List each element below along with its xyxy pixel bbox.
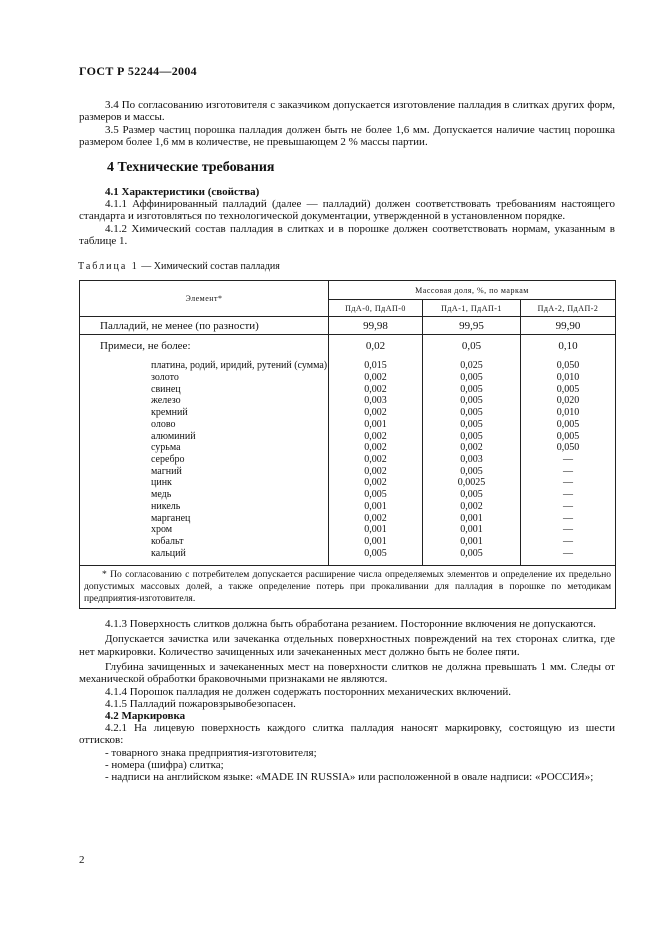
impurity-value: 0,010 <box>556 407 580 419</box>
impurity-value: 0,002 <box>364 477 387 489</box>
list-item: - надписи на английском языке: «MADE IN RUSSIA» или расположенной в овале надписи: «РОССИЯ»; <box>105 771 594 784</box>
impurity-name: кремний <box>151 407 188 419</box>
impurity-value: — <box>563 465 574 477</box>
impurity-col-0 <box>329 335 423 566</box>
impurity-value: — <box>563 489 574 501</box>
impurity-value: 0,002 <box>364 407 387 419</box>
value-list <box>329 360 422 559</box>
paragraph-4-1-2: 4.1.2 Химический состав палладия в слитках и в порошке должен соответствовать нормам, указанным в таблице 1. <box>79 222 615 248</box>
header-mass-fraction: Массовая доля, %, по маркам <box>329 281 616 300</box>
table-caption-label: Таблица 1 <box>78 261 139 273</box>
impurity-name: серебро <box>151 454 185 465</box>
paragraph-4-1-4: 4.1.4 Порошок палладия не должен содержать посторонних механических включений. <box>105 685 512 698</box>
header-grade: ПдА-1, ПдАП-1 <box>423 300 521 317</box>
paragraph-4-1-1: 4.1.1 Аффинированный палладий (далее — палладий) должен соответствовать требованиям настоящего стандарта и изготовляться по технологической документации, утвержденной в установленном порядке. <box>79 198 615 223</box>
impurity-value: 0,005 <box>460 418 483 430</box>
impurity-value: 0,010 <box>556 372 580 384</box>
impurity-value: 0,003 <box>364 395 387 407</box>
impurity-value: 0,005 <box>556 383 580 395</box>
impurity-value: 0,050 <box>556 442 580 454</box>
document-header: ГОСТ Р 52244—2004 <box>79 64 197 78</box>
impurity-value: — <box>563 547 574 559</box>
paragraph-3-5: 3.5 Размер частиц порошка палладия должен быть не более 1,6 мм. Допускается наличие частиц порошка размером более 1,6 мм в количестве, не превышающем 2 % массы партии. <box>79 123 615 148</box>
impurity-value: 0,050 <box>556 360 580 372</box>
impurity-value: — <box>563 535 574 547</box>
table-caption-text: — Химический состав палладия <box>141 261 280 273</box>
paragraph-4-1-5: 4.1.5 Палладий пожаровзрывобезопасен. <box>105 697 296 710</box>
impurity-value: 0,005 <box>460 383 483 395</box>
cell-value: 99,95 <box>423 317 521 335</box>
value-list <box>521 360 615 559</box>
impurity-col-1 <box>423 335 521 566</box>
header-element: Элемент* <box>80 281 329 317</box>
table-row <box>80 317 616 335</box>
section-title: 4 Технические требования <box>107 160 275 176</box>
impurity-value: 0,005 <box>460 465 483 477</box>
impurity-name: никель <box>151 500 181 512</box>
impurity-value: 0,002 <box>364 465 387 477</box>
impurity-value: 0,002 <box>364 430 387 442</box>
impurity-value: 0,005 <box>460 372 483 384</box>
impurity-value: 0,001 <box>364 535 387 547</box>
impurity-name: марганец <box>151 512 191 524</box>
impurity-name: олово <box>151 418 176 430</box>
impurity-names <box>80 335 329 566</box>
impurity-value: — <box>563 512 574 524</box>
row-name: Палладий, не менее (по разности) <box>80 317 329 335</box>
impurity-value: 0,005 <box>556 418 580 430</box>
impurity-name: железо <box>151 395 181 407</box>
impurity-name: цинк <box>151 477 172 489</box>
impurity-name: хром <box>151 524 173 536</box>
impurity-value: 0,015 <box>364 360 387 372</box>
impurity-col-2 <box>521 335 616 566</box>
impurity-value: 0,002 <box>460 500 483 512</box>
document-page <box>79 64 615 784</box>
row-name: Примеси, не более: <box>100 340 191 353</box>
impurity-name-list <box>80 360 328 559</box>
impurity-value: 0,001 <box>460 512 483 524</box>
header-grade: ПдА-0, ПдАП-0 <box>329 300 423 317</box>
list-item: - товарного знака предприятия-изготовителя; <box>105 746 317 759</box>
impurity-value: 0,002 <box>460 442 483 454</box>
impurity-value: 0,025 <box>460 360 483 372</box>
cell-value: 99,90 <box>521 317 616 335</box>
impurity-name: сурьма <box>151 442 181 454</box>
impurity-value: 0,001 <box>364 418 387 430</box>
impurity-value: 0,020 <box>556 395 580 407</box>
impurity-value: 0,005 <box>460 489 483 501</box>
impurity-value: 0,005 <box>460 407 483 419</box>
subsection-title-4-1: 4.1 Характеристики (свойства) <box>105 186 260 199</box>
paragraph-3-4: 3.4 По согласованию изготовителя с заказчиком допускается изготовление палладия в слитках других форм, размеров и массы. <box>79 99 615 124</box>
cell-value: 0,05 <box>461 340 482 353</box>
impurity-value: 0,005 <box>460 395 483 407</box>
paragraph-4-2-1: 4.2.1 На лицевую поверхность каждого слитка палладия наносят маркировку, состоящую из шести оттисков: <box>79 722 615 747</box>
subsection-title-4-2: 4.2 Маркировка <box>105 710 186 723</box>
impurity-value: 0,0025 <box>457 477 486 489</box>
table-footnote: * По согласованию с потребителем допускается расширение числа определяемых элементов и определение их предельно допустимых массовых долей, а также определение потерь при прокаливании для палладия в порошке по методикам предприятия-изготовителя. <box>80 566 616 609</box>
impurity-value: 0,005 <box>364 547 387 559</box>
impurity-value: 0,002 <box>364 442 387 454</box>
impurity-value: 0,001 <box>460 535 483 547</box>
paragraph: Допускается зачистка или зачеканка отдельных поверхностных повреждений на тех сторонах слитка, где нет маркировки. Количество зачищенных или зачеканенных мест должно быть не более пяти. <box>79 633 615 658</box>
impurity-name: платина, родий, иридий, рутений (сумма) <box>151 360 328 372</box>
impurity-value: 0,002 <box>364 383 387 395</box>
cell-value: 0,02 <box>365 340 386 353</box>
impurity-value: 0,002 <box>364 454 387 465</box>
impurity-name: магний <box>151 465 182 477</box>
impurity-value: 0,002 <box>364 512 387 524</box>
impurity-name: свинец <box>151 383 181 395</box>
header-grade: ПдА-2, ПдАП-2 <box>521 300 616 317</box>
impurity-value: 0,005 <box>364 489 387 501</box>
impurity-name: медь <box>151 489 172 501</box>
impurity-value: 0,005 <box>460 430 483 442</box>
impurity-value: 0,003 <box>460 454 483 465</box>
impurity-value: 0,005 <box>460 547 483 559</box>
value-list <box>423 360 520 559</box>
impurity-value: 0,001 <box>364 524 387 536</box>
impurity-value: 0,001 <box>364 500 387 512</box>
paragraph-4-1-3: 4.1.3 Поверхность слитков должна быть обработана резанием. Посторонние включения не допускаются. <box>105 618 596 631</box>
table-caption <box>78 261 615 272</box>
impurity-value: — <box>563 477 574 489</box>
impurity-name: алюминий <box>151 430 196 442</box>
cell-value: 99,98 <box>329 317 423 335</box>
impurity-value: — <box>563 500 574 512</box>
list-item: - номера (шифра) слитка; <box>105 759 224 772</box>
impurity-value: — <box>563 454 574 465</box>
page-number: 2 <box>79 854 85 866</box>
impurity-value: 0,002 <box>364 372 387 384</box>
impurity-value: 0,001 <box>460 524 483 536</box>
impurity-name: кобальт <box>151 535 184 547</box>
cell-value: 0,10 <box>558 340 578 353</box>
table-row-impurities <box>80 335 616 566</box>
impurity-value: 0,005 <box>556 430 580 442</box>
composition-table <box>79 280 616 609</box>
impurity-name: золото <box>151 372 179 384</box>
paragraph: Глубина зачищенных и зачеканенных мест на поверхности слитков не должна превышать 1 мм. Следы от механической обработки браковочными признаками не являются. <box>79 661 615 686</box>
impurity-name: кальций <box>151 547 186 559</box>
impurity-value: — <box>563 524 574 536</box>
